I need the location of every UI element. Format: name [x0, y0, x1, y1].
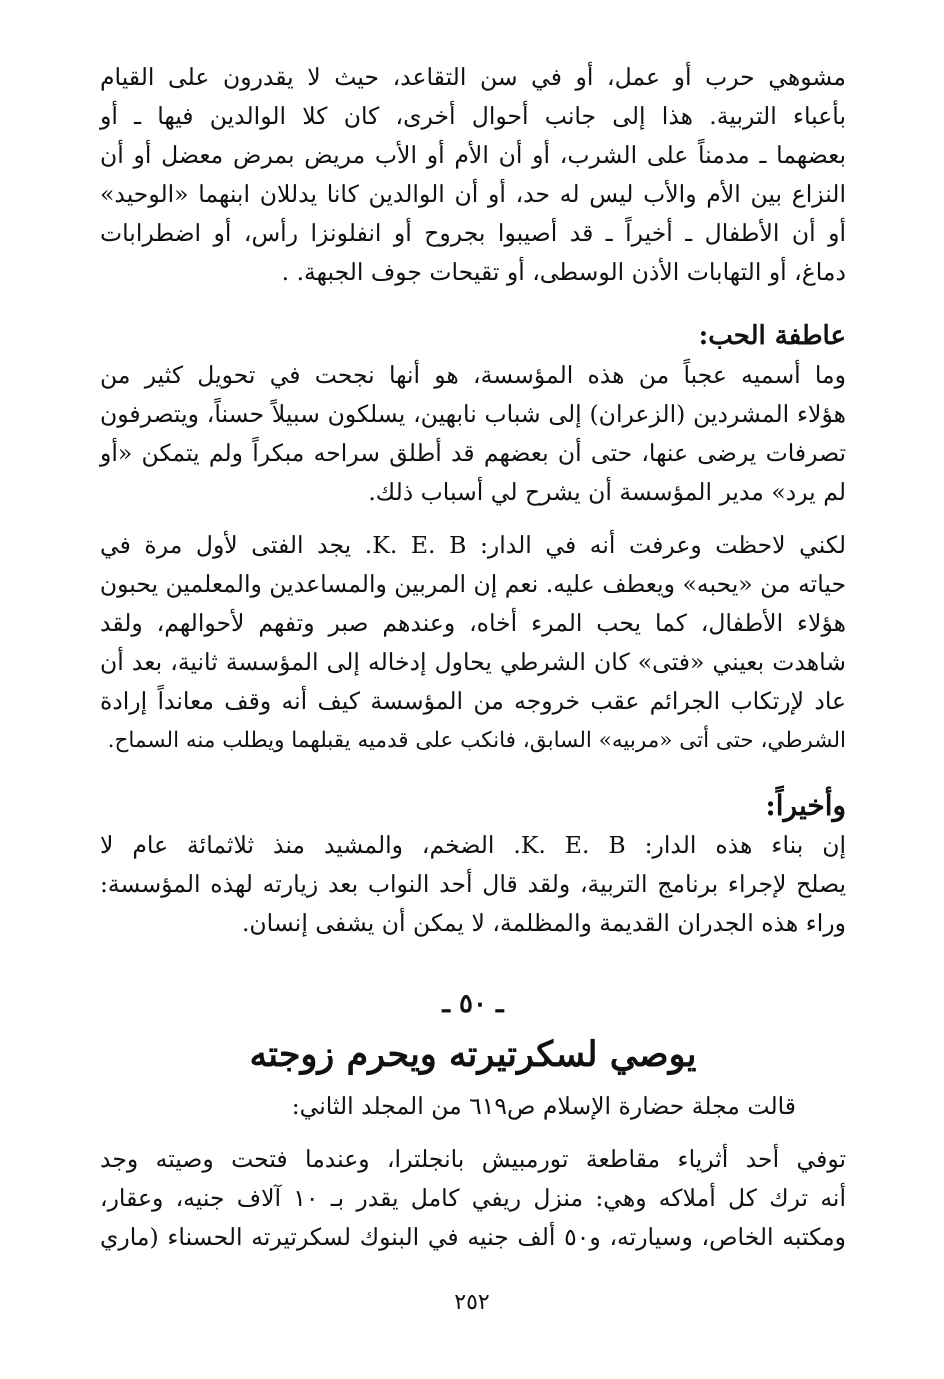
text-line: هؤلاء المشردين (الزعران) إلى شباب نابهين، يسلكون سبيلاً حسناً، ويتصرفون	[100, 400, 846, 428]
text-line: تصرفات يرضى عنها، حتى أن بعضهم قد أطلق سراحه مبكراً ولم يتمكن «أو	[100, 439, 846, 467]
text-line: لم يرد» مدير المؤسسة أن يشرح لي أسباب ذلك.	[368, 478, 846, 506]
text-line: هؤلاء الأطفال، كما يحب المرء أخاه، وعندهم صبر وتفهم لأحوالهم، ولقد	[100, 609, 846, 637]
text-line: أنه ترك كل أملاكه وهي: منزل ريفي كامل يقدر بـ ١٠ آلاف جنيه، وعقار،	[100, 1184, 846, 1212]
page-number: ٢٥٢	[454, 1290, 490, 1315]
source-line	[100, 1087, 846, 1126]
section-title: يوصي لسكرتيرته ويحرم زوجته	[249, 1034, 697, 1075]
text-line: الشرطي، حتى أتى «مربيه» السابق، فانكب على قدميه يقبلهما ويطلب منه السماح.	[107, 728, 846, 753]
paragraph-4	[100, 826, 846, 943]
text-line: وما أسميه عجباً من هذه المؤسسة، هو أنها نجحت في تحويل كثير من	[100, 361, 846, 389]
text-line: شاهدت بعيني «فتى» كان الشرطي يحاول إدخاله إلى المؤسسة ثانية، بعد أن	[100, 648, 846, 676]
text-line: حياته من «يحبه» ويعطف عليه. نعم إن المربين والمساعدين والمعلمين يحبون	[99, 570, 846, 598]
text-line: مشوهي حرب أو عمل، أو في سن التقاعد، حيث لا يقدرون على القيام	[100, 63, 846, 91]
text-line: لكني لاحظت وعرفت أنه في الدار: K. E. B. يجد الفتى لأول مرة في	[100, 531, 846, 559]
text-line: النزاع بين الأم والأب ليس له حد، أو أن الوالدين كانا يدللان ابنهما «الوحيد»	[100, 180, 846, 208]
heading-finally: وأخيراً:	[765, 789, 846, 822]
text-line: وراء هذه الجدران القديمة والمظلمة، لا يمكن أن يشفى إنسان.	[241, 909, 846, 937]
text-line: ومكتبه الخاص، وسيارته، و٥٠ ألف جنيه في البنوك لسكرتيرته الحسناء (ماري	[100, 1223, 846, 1251]
heading-love: عاطفة الحب:	[698, 321, 846, 351]
text-line: بعضهما ـ مدمناً على الشرب، أو أن الأم أو الأب مريض بمرض معضل أو أن	[100, 141, 846, 169]
paragraph-1	[100, 58, 846, 292]
paragraph-2	[100, 356, 846, 512]
text-line: دماغ، أو التهابات الأذن الوسطى، أو تقيحات جوف الجبهة. .	[281, 258, 846, 286]
text-line: توفي أحد أثرياء مقاطعة تورمبيش بانجلترا، وعندما فتحت وصيته وجد	[100, 1145, 846, 1173]
paragraph-5	[100, 1140, 846, 1257]
text-line: عاد لإرتكاب الجرائم عقب خروجه من المؤسسة كيف أنه وقف معانداً إرادة	[100, 687, 846, 715]
text-line: قالت مجلة حضارة الإسلام ص٦١٩ من المجلد الثاني:	[291, 1092, 796, 1120]
text-line: إن بناء هذه الدار: K. E. B. الضخم، والمشيد منذ ثلاثمائة عام لا	[100, 831, 846, 859]
paragraph-3	[100, 526, 846, 760]
text-line: يصلح لإجراء برنامج التربية، ولقد قال أحد النواب بعد زيارته لهذه المؤسسة:	[100, 870, 846, 898]
text-line: أو أن الأطفال ـ أخيراً ـ قد أصيبوا بجروح أو انفلونزا رأس، أو اضطرابات	[100, 219, 846, 247]
text-line: بأعباء التربية. هذا إلى جانب أحوال أخرى، كان كلا الوالدين فيها ـ أو	[100, 102, 846, 130]
section-number: ـ ٥٠ ـ	[442, 989, 504, 1019]
